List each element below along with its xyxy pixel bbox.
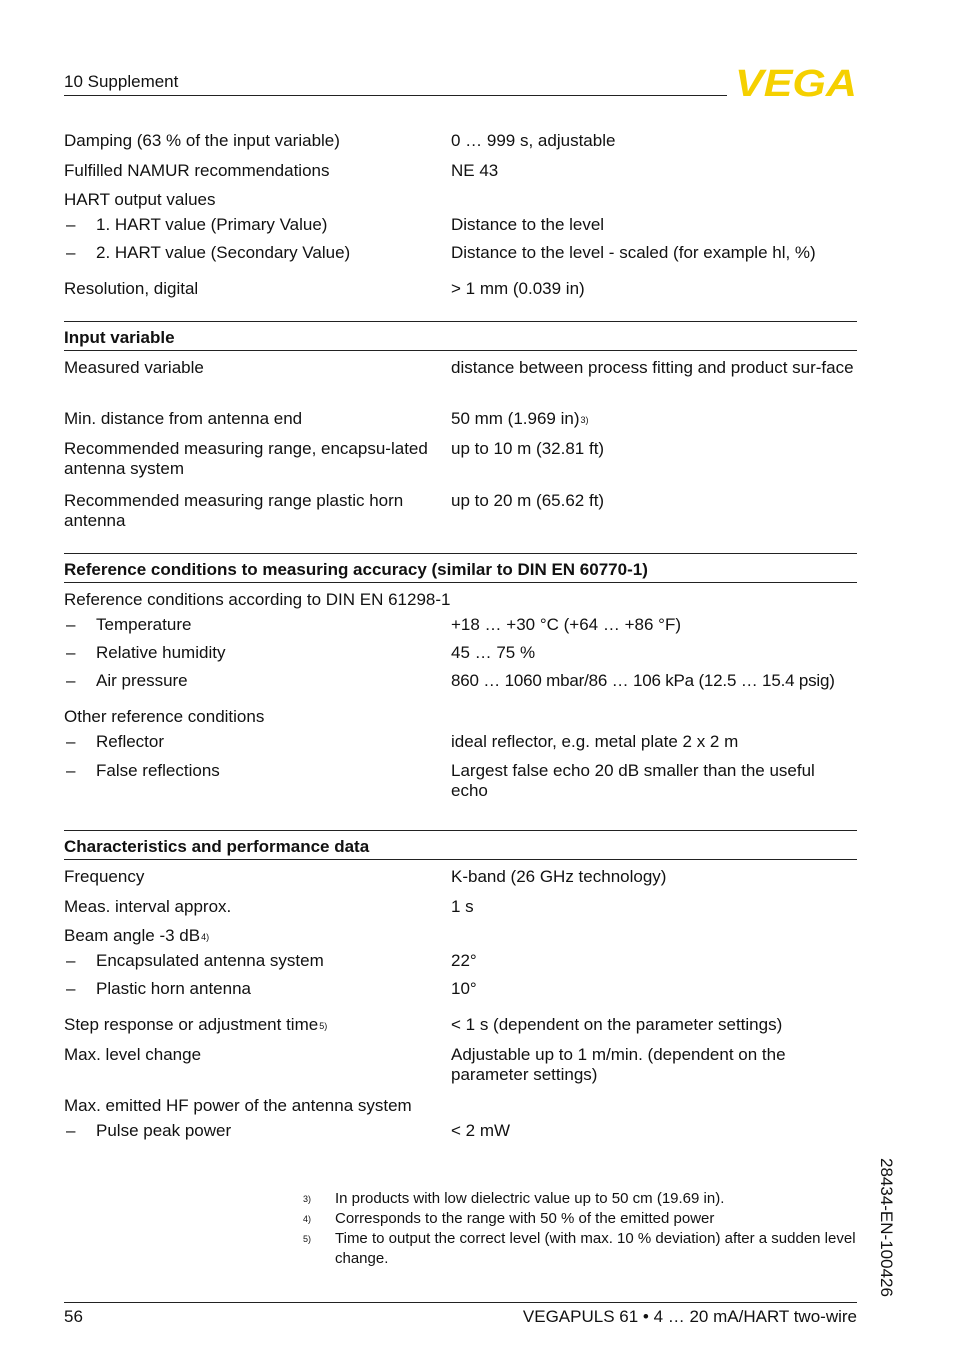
air-pressure-value: 860 … 1060 mbar/86 … 106 kPa (12.5 … 15.4 psig) — [451, 671, 835, 690]
measured-value: distance between process fitting and product sur-face — [451, 358, 854, 377]
hart-primary-value: Distance to the level — [451, 215, 605, 234]
pulse-peak-label: Pulse peak power — [96, 1121, 232, 1140]
header-rule — [64, 95, 727, 96]
section-rule — [64, 830, 857, 831]
namur-value: NE 43 — [451, 161, 499, 180]
humidity-label: Relative humidity — [96, 643, 226, 662]
step-response-value: < 1 s (dependent on the parameter settings) — [451, 1015, 783, 1034]
section-rule — [64, 859, 857, 860]
reflector-label: Reflector — [96, 732, 165, 751]
level-change-value: Adjustable up to 1 m/min. (dependent on the parameter settings) — [451, 1045, 786, 1084]
dash-bullet: – — [66, 951, 76, 970]
dash-bullet: – — [66, 979, 76, 998]
hart-label: HART output values — [64, 190, 216, 209]
range-encap-label: Recommended measuring range, encapsu-lated antenna system — [64, 439, 428, 478]
dash-bullet: – — [66, 761, 76, 780]
footer-rule — [64, 1302, 857, 1303]
input-heading: Input variable — [64, 328, 175, 347]
document-id: 28434-EN-100426 — [877, 1158, 896, 1297]
frequency-value: K-band (26 GHz technology) — [451, 867, 667, 886]
footnote-ref: 3) — [580, 415, 589, 425]
hf-power-label: Max. emitted HF power of the antenna system — [64, 1096, 412, 1115]
footnote-ref: 5) — [319, 1021, 328, 1031]
level-change-label: Max. level change — [64, 1045, 202, 1064]
min-distance-value: 50 mm (1.969 in)$^{3)}$ — [451, 409, 589, 428]
false-reflections-label: False reflections — [96, 761, 220, 780]
damping-label: Damping (63 % of the input variable) — [64, 131, 340, 150]
characteristics-heading: Characteristics and performance data — [64, 837, 370, 856]
reference-heading: Reference conditions to measuring accuracy (similar to DIN EN 60770-1) — [64, 560, 648, 579]
encap-antenna-value: 22° — [451, 951, 477, 970]
dash-bullet: – — [66, 243, 76, 262]
dash-bullet: – — [66, 1121, 76, 1140]
range-encap-value: up to 10 m (32.81 ft) — [451, 439, 605, 458]
damping-value: 0 … 999 s, adjustable — [451, 131, 616, 150]
section-rule — [64, 350, 857, 351]
product-name: VEGAPULS 61 • 4 … 20 mA/HART two-wire — [522, 1307, 857, 1326]
resolution-label: Resolution, digital — [64, 279, 199, 298]
temperature-label: Temperature — [96, 615, 192, 634]
temperature-value: +18 … +30 °C (+64 … +86 °F) — [451, 615, 681, 634]
dash-bullet: – — [66, 732, 76, 751]
interval-value: 1 s — [451, 897, 474, 916]
hart-secondary-value: Distance to the level - scaled (for example hl, %) — [451, 243, 816, 262]
reflector-value: ideal reflector, e.g. metal plate 2 x 2 m — [451, 732, 739, 751]
hart-primary-label: 1. HART value (Primary Value) — [96, 215, 328, 234]
false-reflections-value: Largest false echo 20 dB smaller than the useful echo — [451, 761, 815, 800]
vega-logo — [735, 66, 857, 98]
hart-secondary-label: 2. HART value (Secondary Value) — [96, 243, 351, 262]
humidity-value: 45 … 75 % — [451, 643, 536, 662]
resolution-value: > 1 mm (0.039 in) — [451, 279, 585, 298]
section-rule — [64, 553, 857, 554]
horn-antenna-label: Plastic horn antenna — [96, 979, 251, 998]
reference-according: Reference conditions according to DIN EN 61298-1 — [64, 590, 451, 609]
logo-text: VEGA — [735, 66, 857, 98]
dash-bullet: – — [66, 215, 76, 234]
min-distance-label: Min. distance from antenna end — [64, 409, 303, 428]
beam-angle-label: Beam angle -3 dB$^{4)}$ — [64, 926, 210, 945]
dash-bullet: – — [66, 671, 76, 690]
pulse-peak-value: < 2 mW — [451, 1121, 511, 1140]
measured-label: Measured variable — [64, 358, 204, 377]
section-rule — [64, 582, 857, 583]
horn-antenna-value: 10° — [451, 979, 477, 998]
encap-antenna-label: Encapsulated antenna system — [96, 951, 324, 970]
range-horn-value: up to 20 m (65.62 ft) — [451, 491, 605, 510]
section-rule — [64, 321, 857, 322]
interval-label: Meas. interval approx. — [64, 897, 232, 916]
step-response-label: Step response or adjustment time$^{5)}$ — [64, 1015, 328, 1034]
air-pressure-label: Air pressure — [96, 671, 188, 690]
page-number: 56 — [64, 1307, 83, 1326]
range-horn-label: Recommended measuring range plastic horn antenna — [64, 491, 404, 530]
footnote-ref: 4) — [201, 932, 210, 942]
dash-bullet: – — [66, 643, 76, 662]
other-conditions: Other reference conditions — [64, 707, 265, 726]
frequency-label: Frequency — [64, 867, 145, 886]
section-title: 10 Supplement — [64, 72, 179, 91]
dash-bullet: – — [66, 615, 76, 634]
namur-label: Fulfilled NAMUR recommendations — [64, 161, 330, 180]
